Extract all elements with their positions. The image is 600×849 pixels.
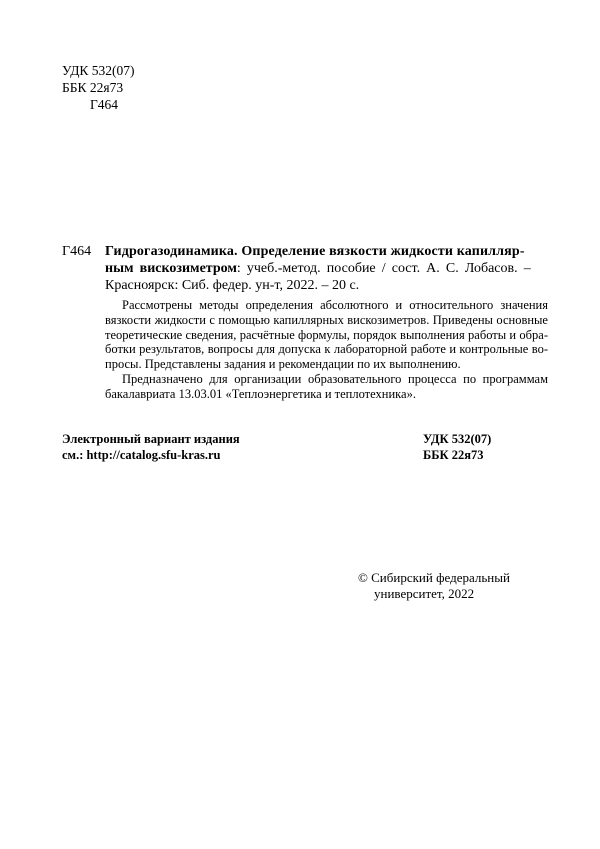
bbk-code: ББК 22я73 bbox=[62, 80, 124, 95]
publisher-line: Красноярск: Сиб. федер. ун-т, 2022. – 20 с. bbox=[105, 278, 360, 293]
title-line-1: Гидрогазодинамика. Определение вязкости жидкости капилляр- bbox=[105, 244, 525, 259]
abstract-line: ботки результатов, вопросы для допуска к лабораторной работе и контрольные во- bbox=[105, 342, 548, 357]
abstract-line: Предназначено для организации образовательного процесса по программам bbox=[122, 371, 548, 386]
bibliographic-record bbox=[105, 243, 548, 294]
author-mark: Г464 bbox=[90, 97, 119, 112]
publication-info: : учеб.-метод. пособие / сост. А. С. Лобасов. – bbox=[236, 261, 531, 276]
abstract-line: бакалавриата 13.03.01 «Теплоэнергетика и теплотехника». bbox=[105, 386, 416, 401]
electronic-edition-label: Электронный вариант издания bbox=[62, 432, 240, 446]
electronic-udk: УДК 532(07) bbox=[423, 432, 492, 446]
abstract-line: теоретические сведения, расчётные формулы, порядок выполнения работы и обра- bbox=[105, 327, 548, 342]
abstract bbox=[105, 298, 548, 402]
title-line-2-wrapper bbox=[105, 260, 548, 277]
copyright-line-1: © Сибирский федеральный bbox=[358, 570, 510, 585]
title-line-2: ным вискозиметром bbox=[105, 261, 237, 276]
electronic-bbk: ББК 22я73 bbox=[423, 448, 484, 462]
udk-code: УДК 532(07) bbox=[62, 63, 135, 78]
abstract-line: Рассмотрены методы определения абсолютного и относительного значения bbox=[122, 298, 548, 312]
catalog-code: Г464 bbox=[62, 244, 92, 259]
catalog-link[interactable]: см.: http://catalog.sfu-kras.ru bbox=[62, 448, 221, 462]
abstract-line: вязкости жидкости с помощью капиллярных вискозиметров. Приведены основные bbox=[105, 312, 548, 327]
copyright-line-2: университет, 2022 bbox=[374, 586, 475, 601]
abstract-line: просы. Представлены задания и рекомендации по их выполнению. bbox=[105, 357, 461, 372]
